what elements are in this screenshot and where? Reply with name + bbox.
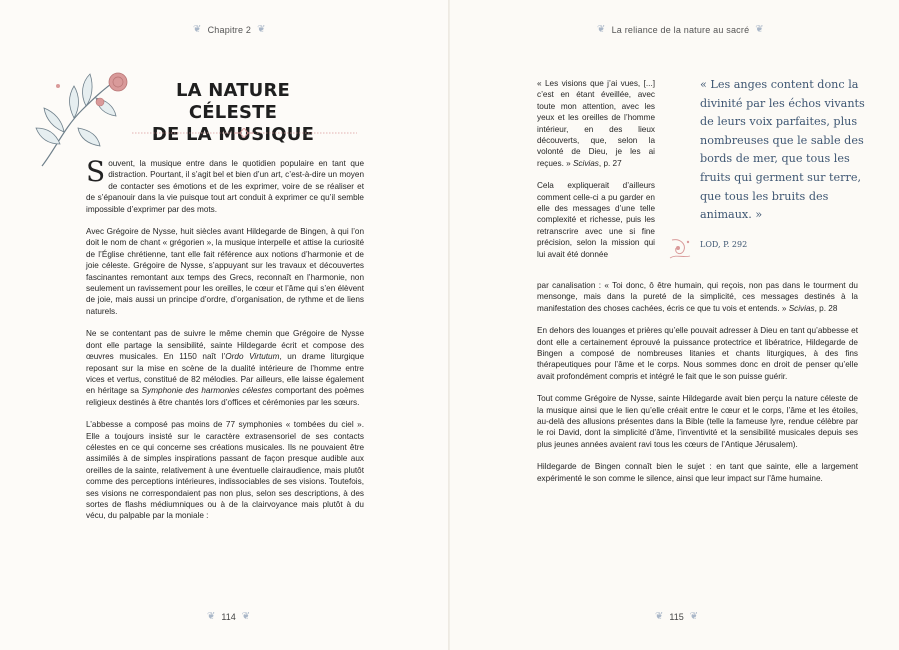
flourish-icon: ❦ [207, 611, 216, 622]
pull-quote: « Les anges content donc la divinité par les échos vivants de leurs voix parfaites, plus nombreuses que le sable des bords de mer, que tous les fruits qui germent sur terre, que tous les bruits des animaux. » [700, 78, 865, 222]
left-body-text [86, 155, 365, 533]
paragraph: Hildegarde de Bingen connaît bien le sujet : en tant que sainte, elle a largement expérimenté le son comme le silence, ainsi que leur impact sur l’âme humaine. [537, 462, 858, 483]
chapter-label: Chapitre 2 [207, 24, 252, 35]
floral-ornament-icon [666, 236, 694, 264]
title-divider-ornament-icon [132, 128, 357, 138]
flourish-icon: ❦ [257, 24, 266, 35]
left-page [0, 0, 449, 650]
section-label: La reliance de la nature au sacré [611, 24, 750, 35]
flourish-icon: ❦ [689, 611, 699, 622]
paragraph: Tout comme Grégoire de Nysse, sainte Hildegarde avait bien perçu la nature céleste de la musique ainsi que le lien qu’elle créait entre le cœur et le corps, l’âme et les étoiles, au-delà des allusions présentes dans la Bible (telle la fameuse lyre, rendue célèbre par le roi David, dont la simplicité d’âme, l’inventivité et la sensibilité musicales depuis ses plus jeunes années avaient ravi tous les cœurs de l’Antique Jérusalem). [537, 394, 858, 449]
paragraph-intro: Souvent, la musique entre dans le quotidien populaire en tant que distraction. Pourtant, il s’agit bel et bien d’un art, c’est-à-dire un moyen de contacter ses émotions et de les exprimer, voire de se réaliser et de s’épanouir dans la vie puisque tout art conduit à exprimer ce qu’il semble impossible d’exprimer par des mots. [86, 155, 364, 214]
paragraph: En dehors des louanges et prières qu’elle pouvait adresser à Dieu en tant qu’abbesse et dont elle a certainement éprouvé la puissance protectrice et libératrice, Hildegarde de Bingen a composé de nombreuses litanies et chants liturgiques, à des fins thérapeutiques pour l’âme et le corps. Nous sommes donc en droit de penser qu’elle avait profondément compris et intégré le fait que le son puisse guérir. [537, 326, 858, 381]
flourish-icon: ❦ [755, 24, 764, 35]
rose-branch-illustration-icon [34, 58, 134, 170]
inline-quote: « Les visions que j’ai vues, [...] c’est en étant éveillée, avec toute mon attention, avec les yeux et les oreilles de l’homme intérieur, en des lieux découverts, que, selon la volonté de Dieu, je les ai reçues. » Scivias, p. 27 [537, 79, 655, 168]
flourish-icon: ❦ [597, 24, 606, 35]
right-column-narrow [537, 78, 655, 260]
running-head-right [597, 24, 764, 35]
right-body-text [537, 280, 858, 495]
flourish-icon: ❦ [193, 24, 202, 35]
paragraph: Cela expliquerait d’ailleurs comment celle-ci a pu garder en elle des messages d’une telle complexité et richesse, puis les retranscrire avec une si fine précision, selon la mission qui lui avait été donnée [537, 181, 655, 259]
flourish-icon: ❦ [241, 611, 251, 622]
running-head-left [193, 24, 266, 35]
page-number-right: ❦ 115 ❦ [655, 611, 699, 622]
paragraph: Ne se contentant pas de suivre le même chemin que Grégoire de Nysse dont elle partage la sensibilité, sainte Hildegarde écrit et compose des œuvres musicales. En 1150 naît l’Ordo Virtutum, un drame liturgique reposant sur la mise en scène de la dualité intérieure de l’homme entre vices et vertus, constitué de 82 mélodies. Par ailleurs, elle laisse également en héritage sa Symphonie des harmonies célestes comportant des poèmes religieux destinés à être chantés lors d’offices et cérémonies par les sœurs. [86, 329, 365, 407]
paragraph-continued: par canalisation : « Toi donc, ô être humain, qui reçois, non pas dans le tourment du mensonge, mais dans la pureté de la simplicité, ces messages destinés à la manifestation des choses cachées, écris ce que tu vois et entends. » Scivias, p. 28 [537, 281, 858, 313]
page-number-left: ❦ 114 ❦ [207, 611, 251, 622]
paragraph: Avec Grégoire de Nysse, huit siècles avant Hildegarde de Bingen, à qui l’on doit le nom de chant « grégorien », la musique interpelle et attise la curiosité de l’Église chrétienne, tant elle fait référence aux notions d’harmonie et de joie céleste. Grégoire de Nysse, s’appuyant sur les travaux et découvertes fascinantes remontant aux temps des Grecs, reconnaît en l’harmonie, non seulement un ravissement pour les oreilles, le cœur et l’âme qui s’en élèvent de joie, mais aussi un principe d’ordre, d’organisation, de rythme et de liens naturels. [86, 227, 364, 316]
title-line-1: LA NATURE CÉLESTE [175, 80, 291, 123]
paragraph: L’abbesse a composé pas moins de 77 symphonies « tombées du ciel ». Elle a toujours insisté sur le caractère extrasensoriel de ses contacts célestes en ce qui concerne ses créations musicales. Ils ne pouvaient être assimilés à de simples inspirations passant de façon presque audible aux oreilles de la sainte, relativement à une éventuelle clairaudience, mais plutôt comme des perceptions intérieures, indissociables de ses visions. Toutefois, ses visions ne correspondaient pas non plus, selon ses descriptions, à des sortes de flashs médiumniques ou à de la clairvoyance mais plutôt à du vécu, du palpable par la moniale : [86, 420, 364, 521]
flourish-icon: ❦ [655, 611, 664, 622]
title-line-2: DE LA MUSIQUE [151, 124, 315, 145]
drop-cap: S [86, 155, 106, 188]
pull-quote-reference: LOD, P. 292 [700, 240, 748, 249]
